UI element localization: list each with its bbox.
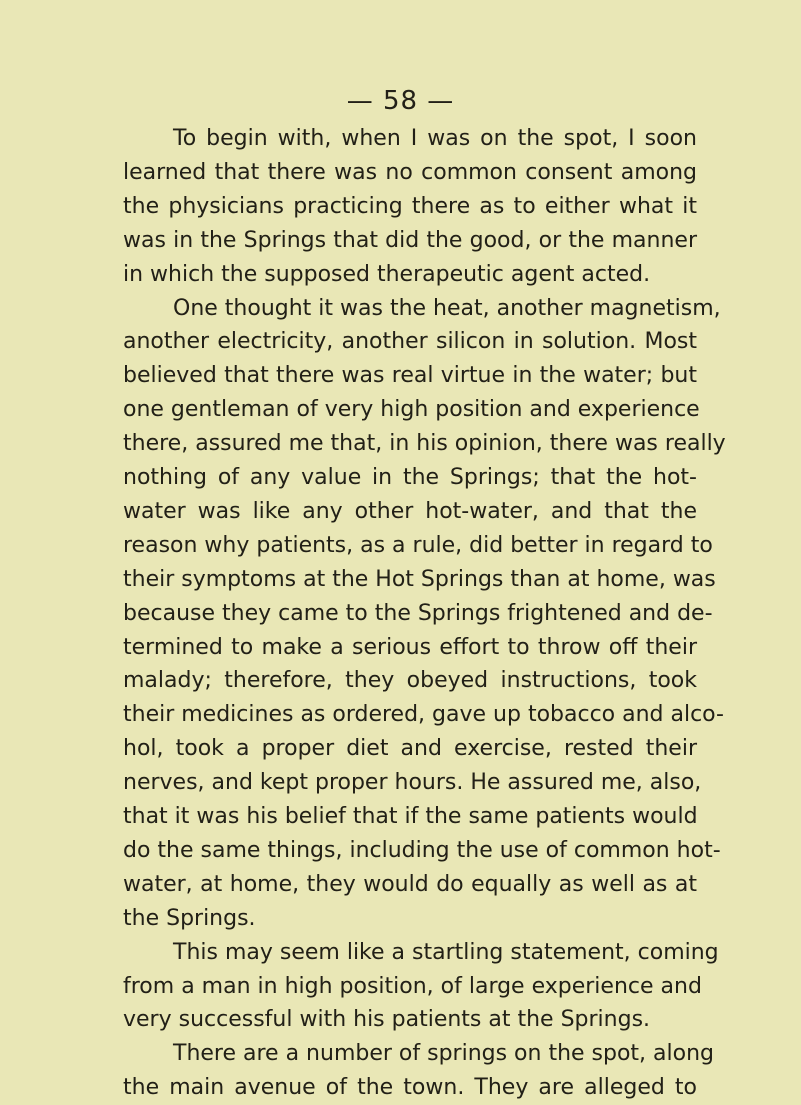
text-line: water was like any other hot-water, and that the [123, 498, 697, 524]
text-line: To begin with, when I was on the spot, I soon [173, 126, 697, 151]
text-line: believed that there was real virtue in the water; but [123, 363, 697, 389]
text-line: reason why patients, as a rule, did better in regard to [123, 532, 713, 558]
text-line: very successful with his patients at the Springs. [123, 1007, 651, 1033]
page-number: — 58 — [346, 86, 455, 116]
text-line: in which the supposed therapeutic agent acted. [123, 261, 651, 287]
text-line: water, at home, they would do equally as well as at [123, 871, 697, 897]
text-line: from a man in high position, of large experience and [123, 973, 702, 999]
text-line: termined to make a serious effort to throw off their [123, 634, 697, 660]
text-line: the main avenue of the town. They are alleged to [123, 1075, 697, 1101]
text-line: that it was his belief that if the same patients would [123, 804, 698, 829]
text-line: nerves, and kept proper hours. He assured me, also, [123, 770, 702, 796]
text-line: there, assured me that, in his opinion, there was really [123, 431, 726, 457]
text-line: was in the Springs that did the good, or the manner [123, 227, 697, 253]
text-line: There are a number of springs on the spot, along [173, 1041, 715, 1067]
text-line: nothing of any value in the Springs; that the hot- [123, 465, 697, 490]
text-line: another electricity, another silicon in solution. Most [123, 329, 697, 355]
text-line: One thought it was the heat, another magnetism, [173, 295, 721, 321]
text-line: do the same things, including the use of common hot- [123, 837, 721, 863]
text-line: their symptoms at the Hot Springs than at home, was [123, 566, 716, 592]
text-line: because they came to the Springs frightened and de- [123, 600, 713, 626]
text-line: the physicians practicing there as to either what it [123, 193, 697, 219]
text-line: the Springs. [123, 905, 256, 931]
text-line: their medicines as ordered, gave up tobacco and alco- [123, 702, 724, 728]
text-line: learned that there was no common consent among [123, 159, 697, 185]
text-line: malady; therefore, they obeyed instructions, took [123, 668, 697, 694]
text-line: one gentleman of very high position and experience [123, 397, 700, 423]
text-line: This may seem like a startling statement, coming [173, 939, 719, 965]
text-line: hol, took a proper diet and exercise, rested their [123, 736, 697, 762]
